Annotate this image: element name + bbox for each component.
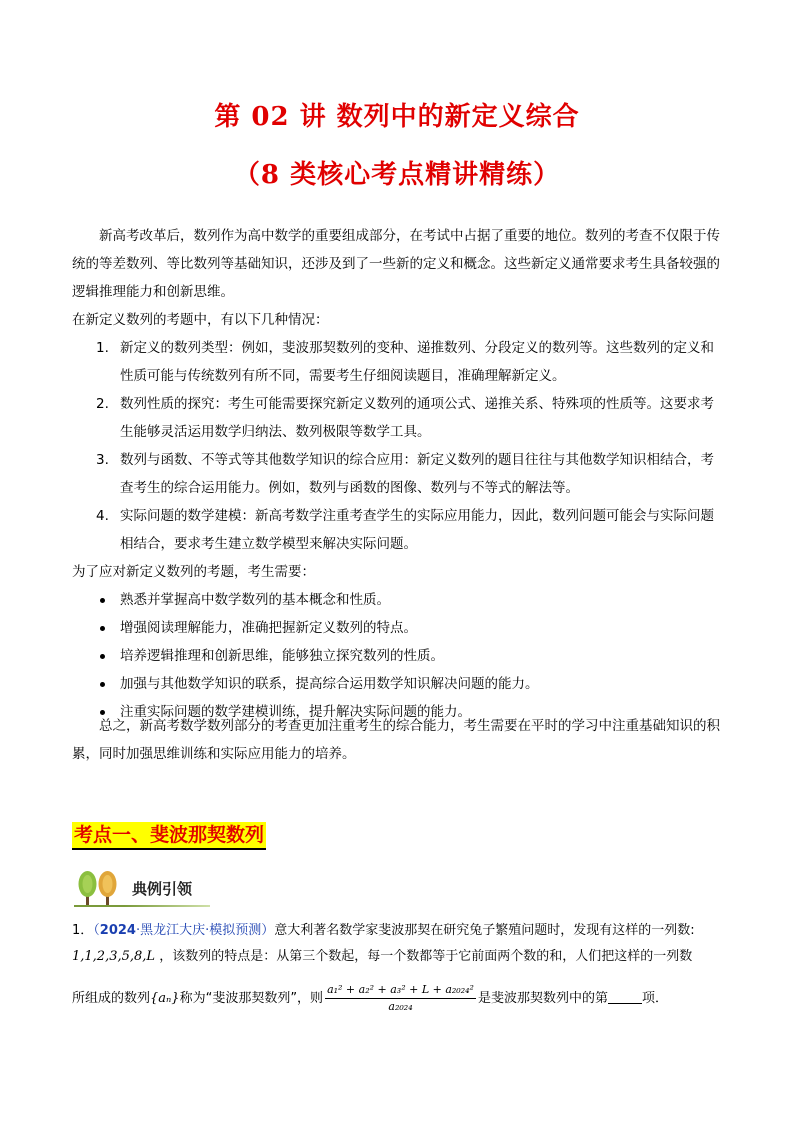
list-text: 数列与函数、不等式等其他数学知识的综合应用：新定义数列的题目往往与其他数学知识相结合，考查考生的综合运用能力。例如，数列与函数的图像、数列与不等式的解法等。 (120, 452, 714, 496)
question-line-2 (72, 947, 732, 967)
bullet-text: 培养逻辑推理和创新思维，能够独立探究数列的性质。 (120, 648, 444, 664)
banner-underline (124, 905, 210, 907)
bullet-item (96, 642, 724, 670)
banner-label: 典例引领 (132, 880, 193, 898)
list-number: 1. (96, 340, 109, 356)
bullet-item (96, 614, 724, 642)
question-text: 意大利著名数学家斐波那契在研究兔子繁殖问题时，发现有这样的一列数: (274, 923, 695, 938)
bullet-dot-icon (100, 682, 105, 687)
list-number: 3. (96, 452, 109, 468)
intro-paragraph: 新高考改革后，数列作为高中数学的重要组成部分，在考试中占据了重要的地位。数列的考查不仅限于传统的等差数列、等比数列等基础知识，还涉及到了一些新的定义和概念。这些新定义通常要求考生具备较强的逻辑推理能力和创新思维。 (72, 228, 720, 300)
bullet-item (96, 586, 724, 614)
question-source: （2024·黑龙江大庆·模拟预测） (93, 923, 275, 938)
list-text: 实际问题的数学建模：新高考数学注重考查学生的实际应用能力，因此，数列问题可能会与实际问题相结合，要求考生建立数学模型来解决实际问题。 (120, 508, 714, 552)
page-subtitle: （8 类核心考点精讲精练） (233, 160, 561, 190)
page-title: 第 02 讲 数列中的新定义综合 (214, 102, 580, 132)
question-line-3: 所组成的数列{aₙ}称为“斐波那契数列”，则 $\frac{\text{a₁² + a₂² + a₃² + L + a₂₀₂₄²}}{\text{a₂₀₂₄}}$ 是斐波那契数列中的第 项． (72, 983, 668, 1013)
bullet-text: 增强阅读理解能力，准确把握新定义数列的特点。 (120, 620, 417, 636)
section-heading: 考点一、斐波那契数列 (72, 822, 266, 850)
bullet-item (96, 670, 724, 698)
list-number: 2. (96, 396, 109, 412)
sequence-set: {aₙ} (150, 991, 180, 1006)
question-line-1 (72, 921, 732, 941)
bullet-dot-icon (100, 626, 105, 631)
fraction-expression (325, 982, 476, 1015)
situations-intro: 在新定义数列的考题中，有以下几种情况： (72, 312, 329, 328)
needs-intro: 为了应对新定义数列的考题，考生需要： (72, 564, 315, 580)
question-text: ，该数列的特点是：从第三个数起，每一个数都等于它前面两个数的和，人们把这样的一列数 (159, 949, 693, 964)
list-text: 新定义的数列类型：例如，斐波那契数列的变种、递推数列、分段定义的数列等。这些数列的定义和性质可能与传统数列有所不同，需要考生仔细阅读题目，准确理解新定义。 (120, 340, 714, 384)
list-item (96, 502, 724, 558)
answer-blank[interactable] (608, 989, 642, 1004)
example-banner (74, 868, 210, 908)
fraction-denominator: a₂₀₂₄ (388, 1000, 413, 1013)
question-number: 1． (72, 923, 94, 938)
bullet-dot-icon (100, 654, 105, 659)
list-item (96, 446, 724, 502)
sequence-values: 1,1,2,3,5,8,L (72, 949, 156, 964)
summary-paragraph: 总之，新高考数学数列部分的考查更加注重考生的综合能力，考生需要在平时的学习中注重基础知识的积累，同时加强思维训练和实际应用能力的培养。 (72, 718, 720, 762)
list-number: 4. (96, 508, 109, 524)
list-item (96, 390, 724, 446)
bullet-text: 熟悉并掌握高中数学数列的基本概念和性质。 (120, 592, 390, 608)
fraction-numerator: a₁² + a₂² + a₃² + L + a₂₀₂₄² (325, 982, 476, 999)
list-item (96, 334, 724, 390)
bullet-dot-icon (100, 598, 105, 603)
list-text: 数列性质的探究：考生可能需要探究新定义数列的通项公式、递推关系、特殊项的性质等。这要求考生能够灵活运用数学归纳法、数列极限等数学工具。 (120, 396, 714, 440)
bullet-text: 注重实际问题的数学建模训练，提升解决实际问题的能力。 (120, 704, 471, 720)
tree-icon (74, 868, 126, 908)
bullet-text: 加强与其他数学知识的联系，提高综合运用数学知识解决问题的能力。 (120, 676, 539, 692)
